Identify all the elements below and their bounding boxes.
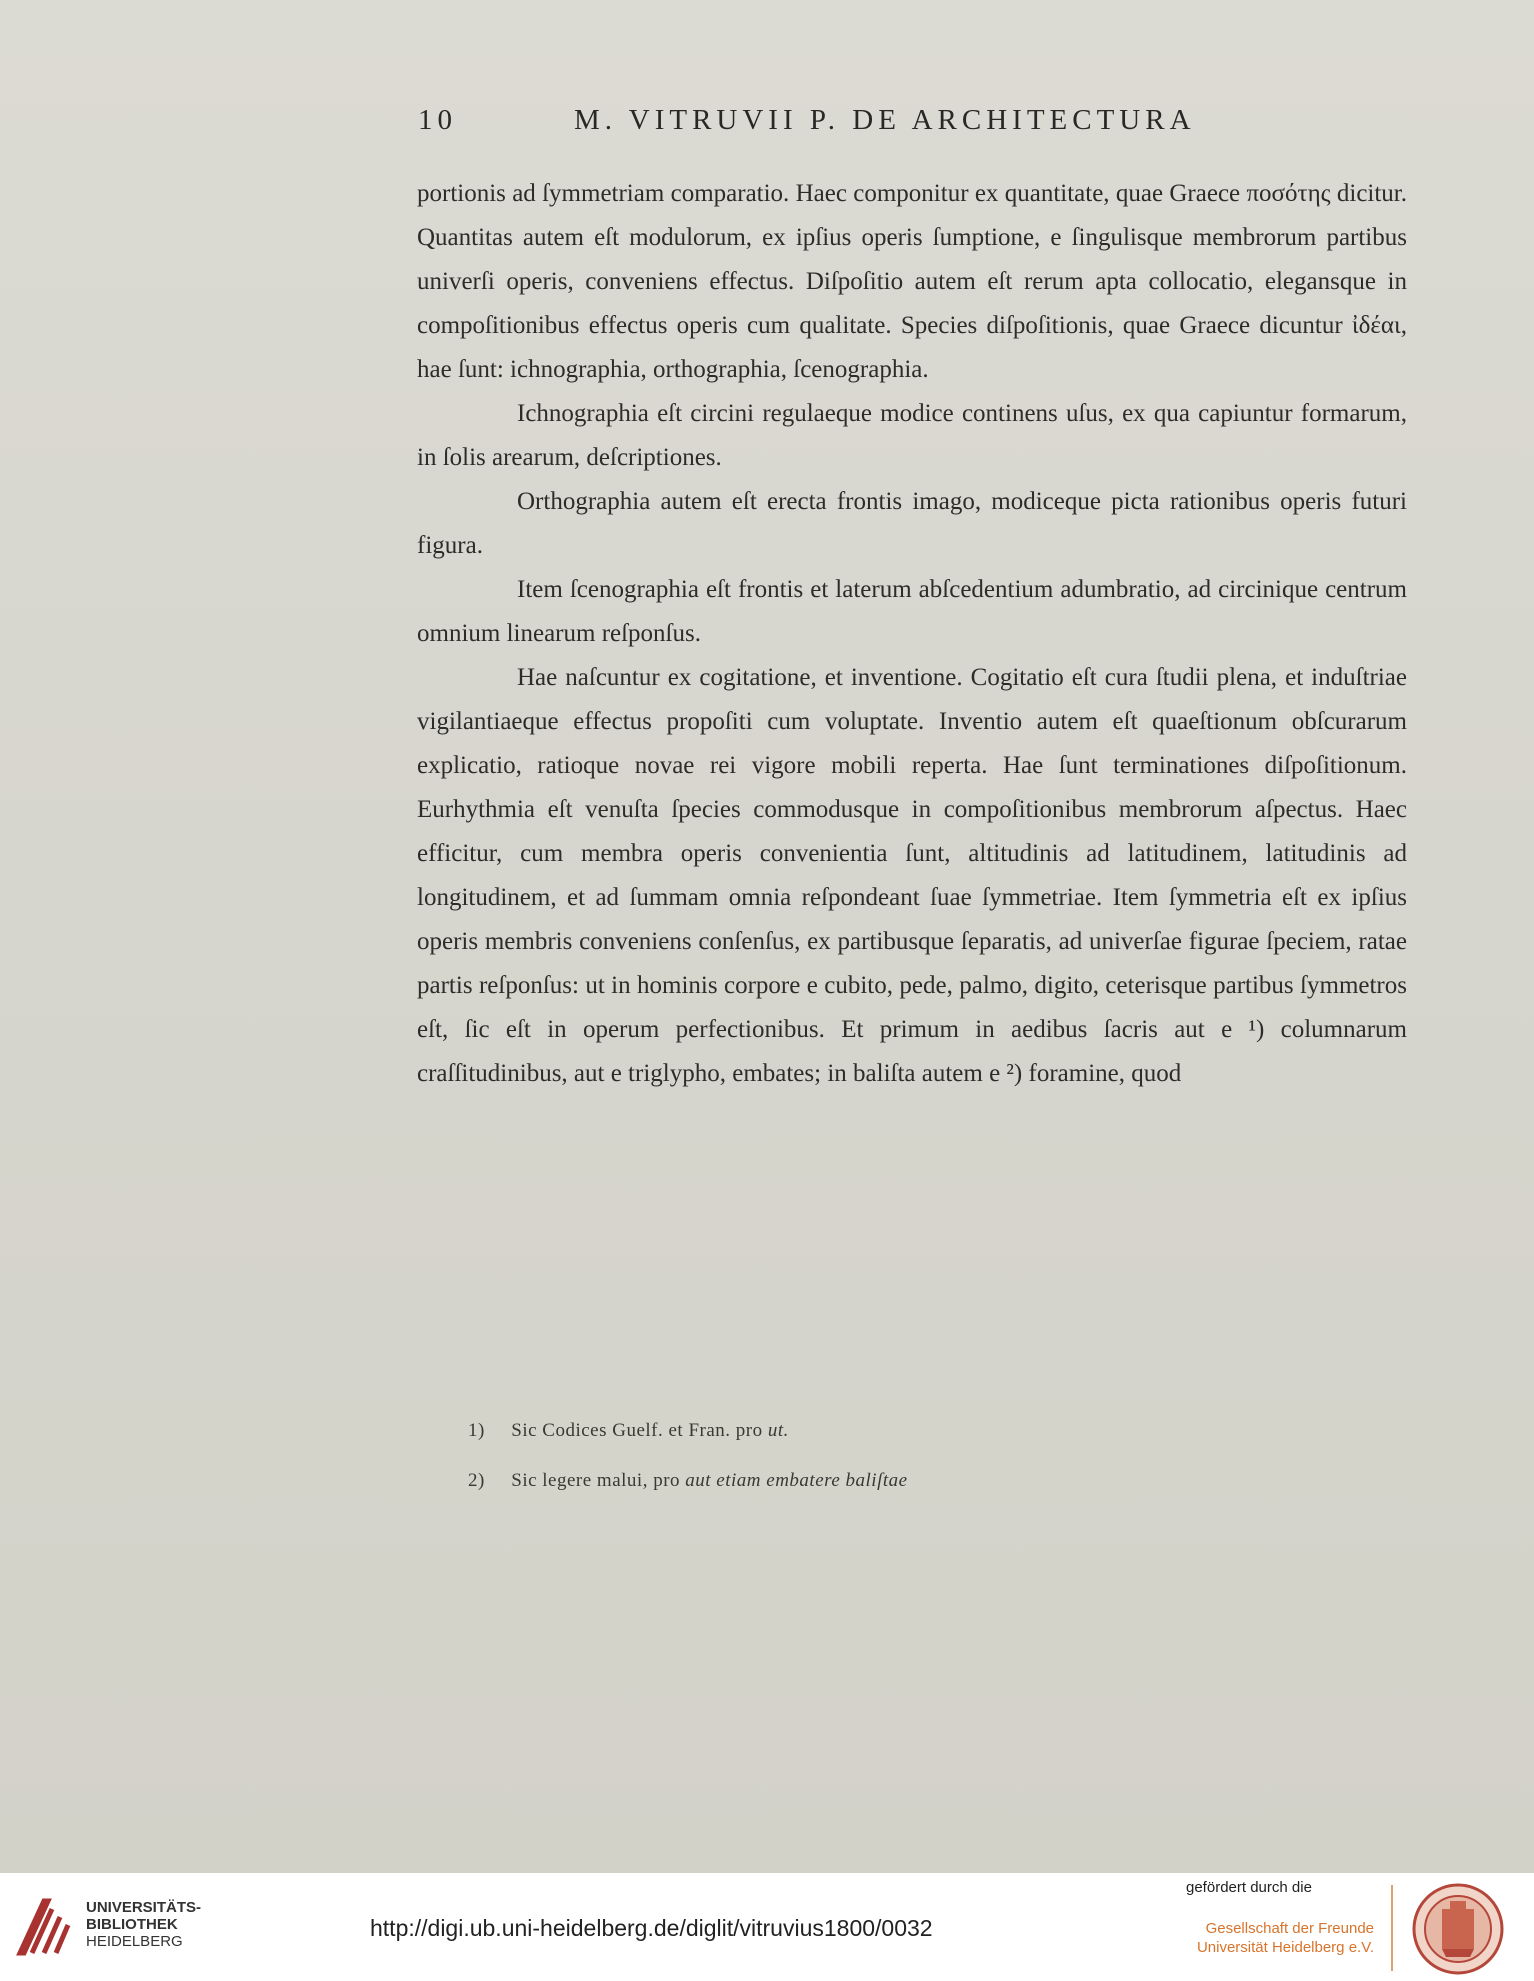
footer-bar (0, 1873, 1534, 1981)
permalink-url[interactable]: http://digi.ub.uni-heidelberg.de/diglit/vitruvius1800/0032 (370, 1915, 933, 1941)
footnote-text: Sic legere malui, pro (511, 1470, 681, 1491)
footnotes (468, 1420, 1368, 1520)
library-logo-icon[interactable] (14, 1893, 78, 1959)
funded-by-label: gefördert durch die (1186, 1879, 1312, 1896)
paragraph: Hae naſcuntur ex cogitatione, et inventione. Cogitatio eſt cura ſtudii plena, et induſtriae vigilantiaeque effectus propoſiti cum voluptate. Inventio autem eſt quaeſtionum obſcurarum explicatio, ratioque novae rei vigore mobili reperta. Hae ſunt terminationes diſpoſitionum. Eurhythmia eſt venuſta ſpecies commodusque in compoſitionibus membrorum aſpectus. Haec efficitur, cum membra operis convenientia ſunt, altitudinis ad latitudinem, latitudinis ad longitudinem, et ad ſummam omnia reſpondeant ſuae ſymmetriae. Item ſymmetria eſt ex ipſius operis membris conveniens conſenſus, ex partibusque ſeparatis, ad univerſae figurae ſpeciem, ratae partis reſponſus: ut in hominis corpore e cubito, pede, palmo, digito, ceterisque partibus ſymmetros eſt, ſic eſt in operum perfectionibus. Et primum in aedibus ſacris aut e ¹) columnarum craſſitudinibus, aut e triglypho, embates; in baliſta autem e ²) foramine, quod (417, 664, 1407, 1087)
running-title: M. VITRUVII P. DE ARCHITECTURA (574, 104, 1196, 136)
library-name: UNIVERSITÄTS- BIBLIOTHEK HEIDELBERG (86, 1899, 202, 1950)
paragraph: Item ſcenographia eſt frontis et laterum abſcedentium adumbratio, ad circinique centrum omnium linearum reſponſus. (417, 576, 1407, 647)
footnote (468, 1470, 1368, 1520)
footnote-italic: aut etiam embatere baliſtae (685, 1470, 908, 1491)
paragraph: Ichnographia eſt circini regulaeque modice continens uſus, ex qua capiuntur formarum, in ſolis arearum, deſcriptiones. (417, 400, 1407, 471)
footer-divider (1391, 1885, 1393, 1971)
paragraph: Orthographia autem eſt erecta frontis imago, modiceque picta rationibus operis futuri figura. (417, 488, 1407, 559)
footnote-text: Sic Codices Guelf. et Fran. pro (511, 1420, 763, 1441)
society-name[interactable]: Gesellschaft der Freunde Universität Heidelberg e.V. (1196, 1920, 1374, 1956)
page-number: 10 (418, 104, 457, 136)
footnote-number: 1) (468, 1420, 485, 1441)
footnote-number: 2) (468, 1470, 485, 1491)
body-text (417, 172, 1407, 1096)
running-head (418, 104, 1258, 144)
university-seal-icon[interactable] (1412, 1883, 1504, 1975)
footnote-italic: ut. (767, 1420, 789, 1441)
footnote (468, 1420, 1368, 1470)
paragraph: portionis ad ſymmetriam comparatio. Haec componitur ex quantitate, quae Graece ποσότης dicitur. Quantitas autem eſt modulorum, ex ipſius operis ſumptione, e ſingulisque membrorum partibus univerſi operis, conveniens effectus. Diſpoſitio autem eſt rerum apta collocatio, elegansque in compoſitionibus effectus operis cum qualitate. Species diſpoſitionis, quae Graece dicuntur ἰδέαι, hae ſunt: ichnographia, orthographia, ſcenographia. (417, 180, 1407, 383)
